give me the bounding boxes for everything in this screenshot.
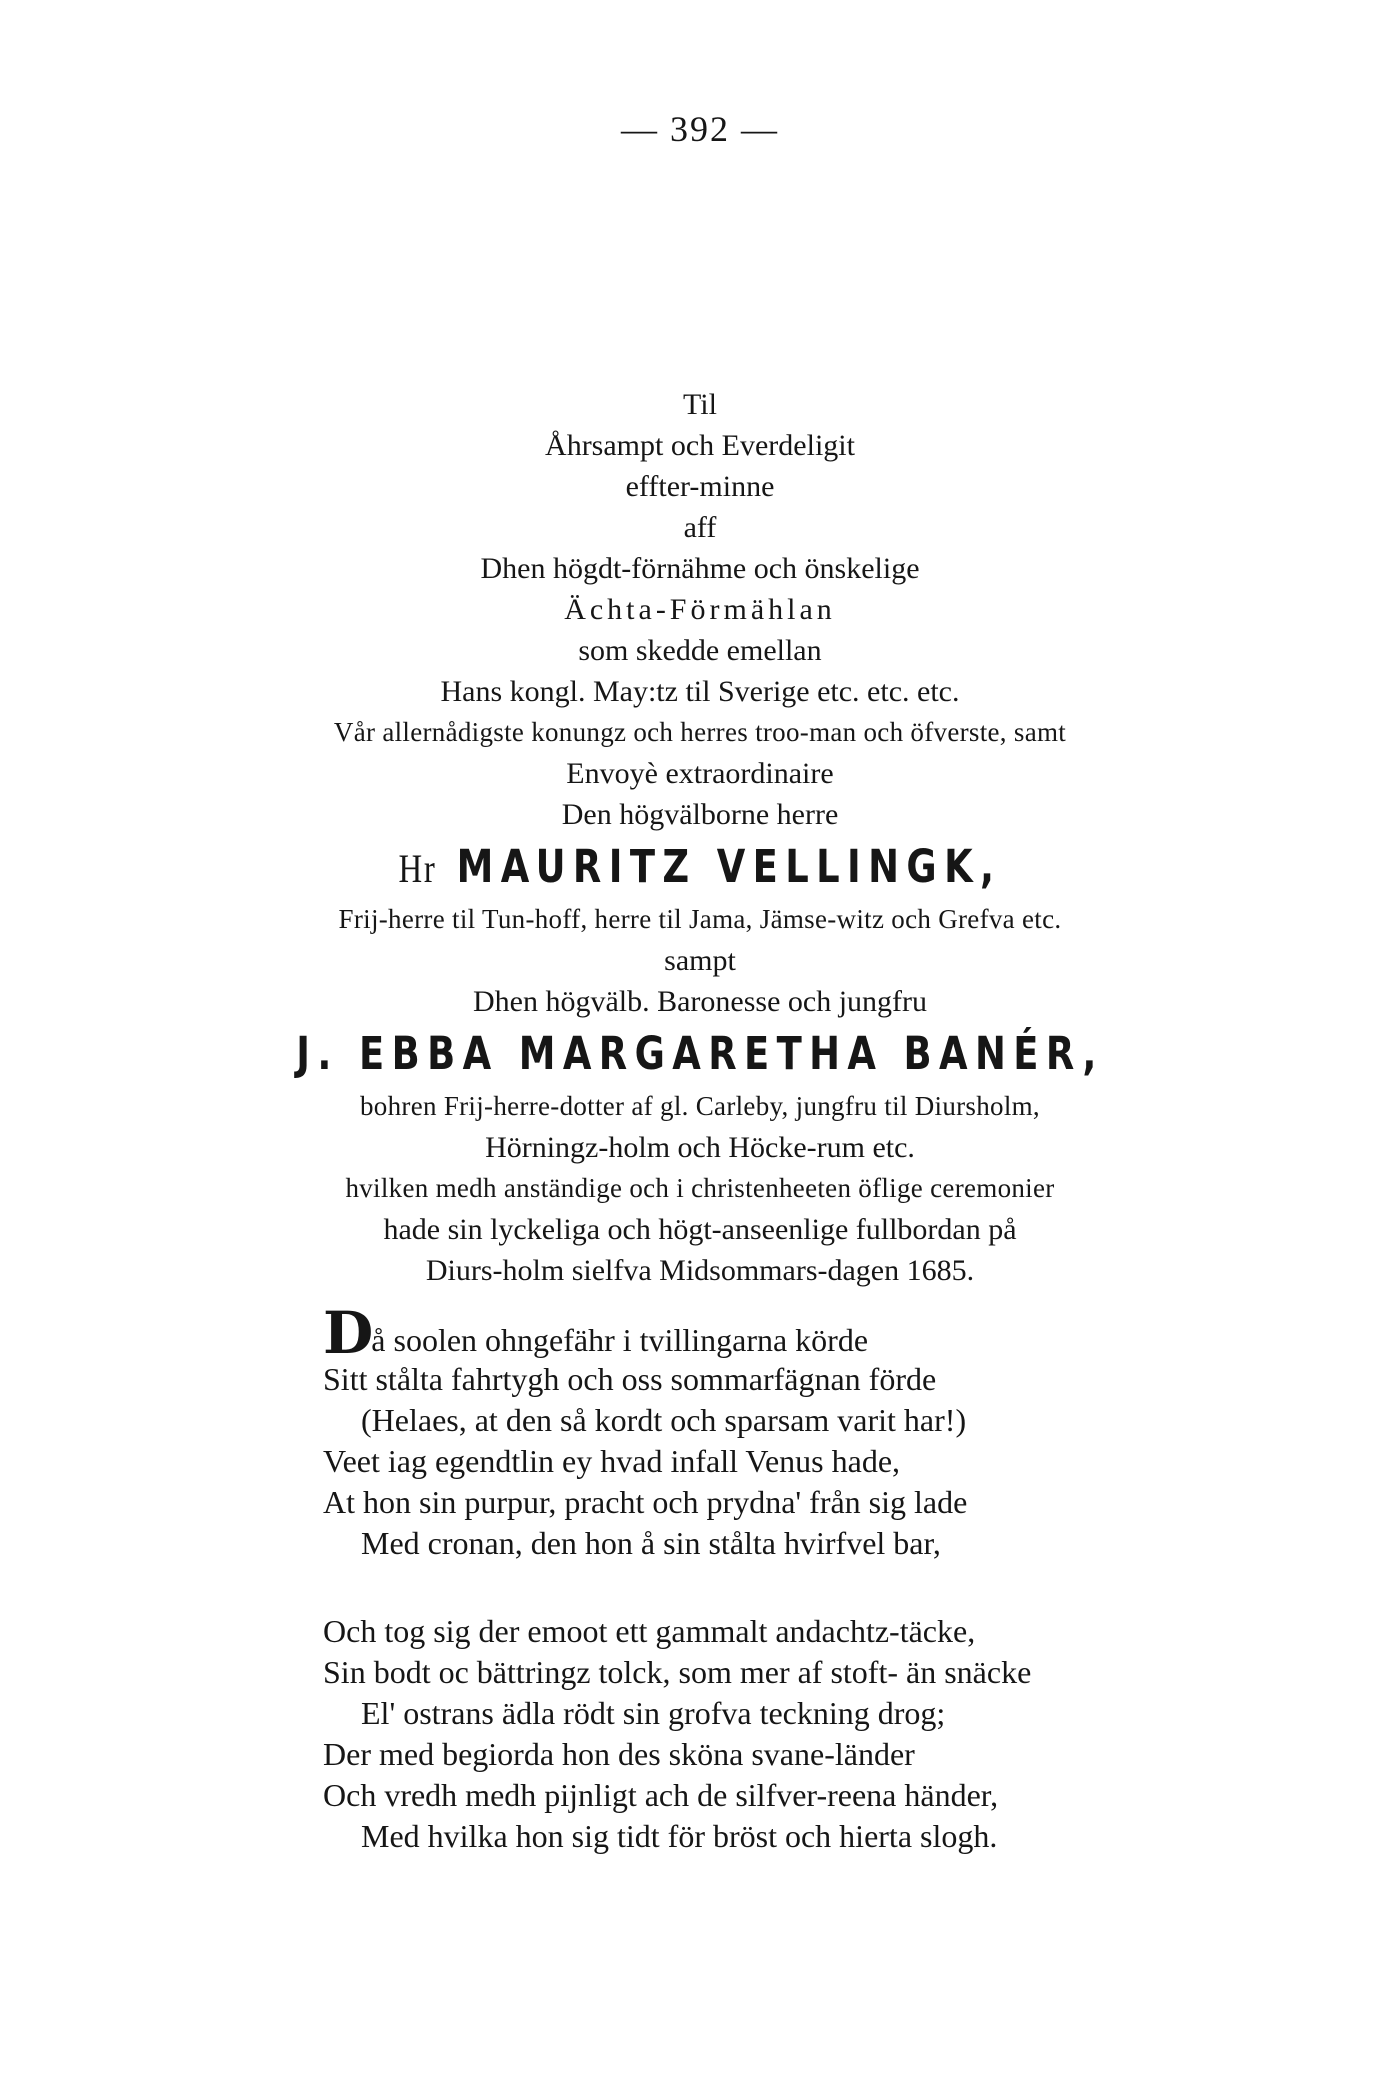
poem-stanza-2 [323,1611,1243,1857]
dedication-line: Vår allernådigste konungz och herres troo-man och öfverste, samt [333,717,1067,747]
closing-line: hvilken medh anständige och i christenheeten öflige ceremonier [345,1173,1055,1203]
poem-line: (Helaes, at den så kordt och sparsam varit har!) [361,1402,967,1438]
closing-line: Diurs-holm sielfva Midsommars-dagen 1685. [425,1254,975,1287]
dedication-til: Til [683,388,717,421]
bride-titles: Hörningz-holm och Höcke-rum etc. [485,1131,915,1164]
dedication-sampt: sampt [664,944,736,977]
poem-line: Veet iag egendtlin ey hvad infall Venus hade, [323,1443,901,1479]
dedication-line: Hans kongl. May:tz til Sverige etc. etc. etc. [440,675,960,708]
dedication-line: som skedde emellan [578,634,822,667]
bride-titles: bohren Frij-herre-dotter af gl. Carleby, jungfru til Diursholm, [360,1091,1040,1121]
page-number: — 392 — [621,109,779,149]
poem-line: Med cronan, den hon å sin stålta hvirfvel bar, [361,1525,941,1561]
poem-line: At hon sin purpur, pracht och prydna' från sig lade [323,1484,968,1520]
dedication-block [0,384,1400,1291]
dedication-line: effter-minne [625,470,775,503]
poem-stanza-1 [323,1299,1243,1564]
poem-line: Och tog sig der emoot ett gammalt andachtz-täcke, [323,1613,976,1649]
poem-line: Med hvilka hon sig tidt för bröst och hierta slogh. [361,1818,998,1854]
poem-line [323,1299,1243,1367]
groom-name: MAURITZ VELLINGK, [456,840,1002,893]
dedication-line: Den högvälborne herre [561,798,839,831]
poem-line: Sin bodt oc bättringz tolck, som mer af stoft- än snäcke [323,1654,1032,1690]
poem-line: Och vredh medh pijnligt ach de silfver-reena händer, [323,1777,999,1813]
poem-line: El' ostrans ädla rödt sin grofva teckning drog; [361,1695,946,1731]
dedication-line: Envoyè extraordinaire [566,757,834,790]
poem-line-text: å soolen ohngefähr i tvillingarna körde [371,1322,869,1358]
bride-name: J. EBBA MARGARETHA BANÉR, [296,1027,1104,1080]
poem-line: Der med begiorda hon des sköna svane-länder [323,1736,915,1772]
closing-line: hade sin lyckeliga och högt-anseenlige fullbordan på [383,1213,1017,1246]
dedication-line: Åhrsampt och Everdeligit [545,429,855,462]
poem [323,1299,1243,1904]
dedication-line: Ächta-Förmählan [564,593,836,626]
dedication-line: Dhen högdt-förnähme och önskelige [480,552,920,585]
decorated-initial: D [323,1299,372,1367]
dedication-line: aff [683,511,717,544]
groom-prefix: Hr [398,846,437,891]
dedication-line: Dhen högvälb. Baronesse och jungfru [472,985,928,1018]
poem-line: Sitt stålta fahrtygh och oss sommarfägnan förde [323,1361,937,1397]
groom-name-line [126,835,1274,899]
groom-titles: Frij-herre til Tun-hoff, herre til Jama, Jämse-witz och Grefva etc. [338,904,1062,934]
